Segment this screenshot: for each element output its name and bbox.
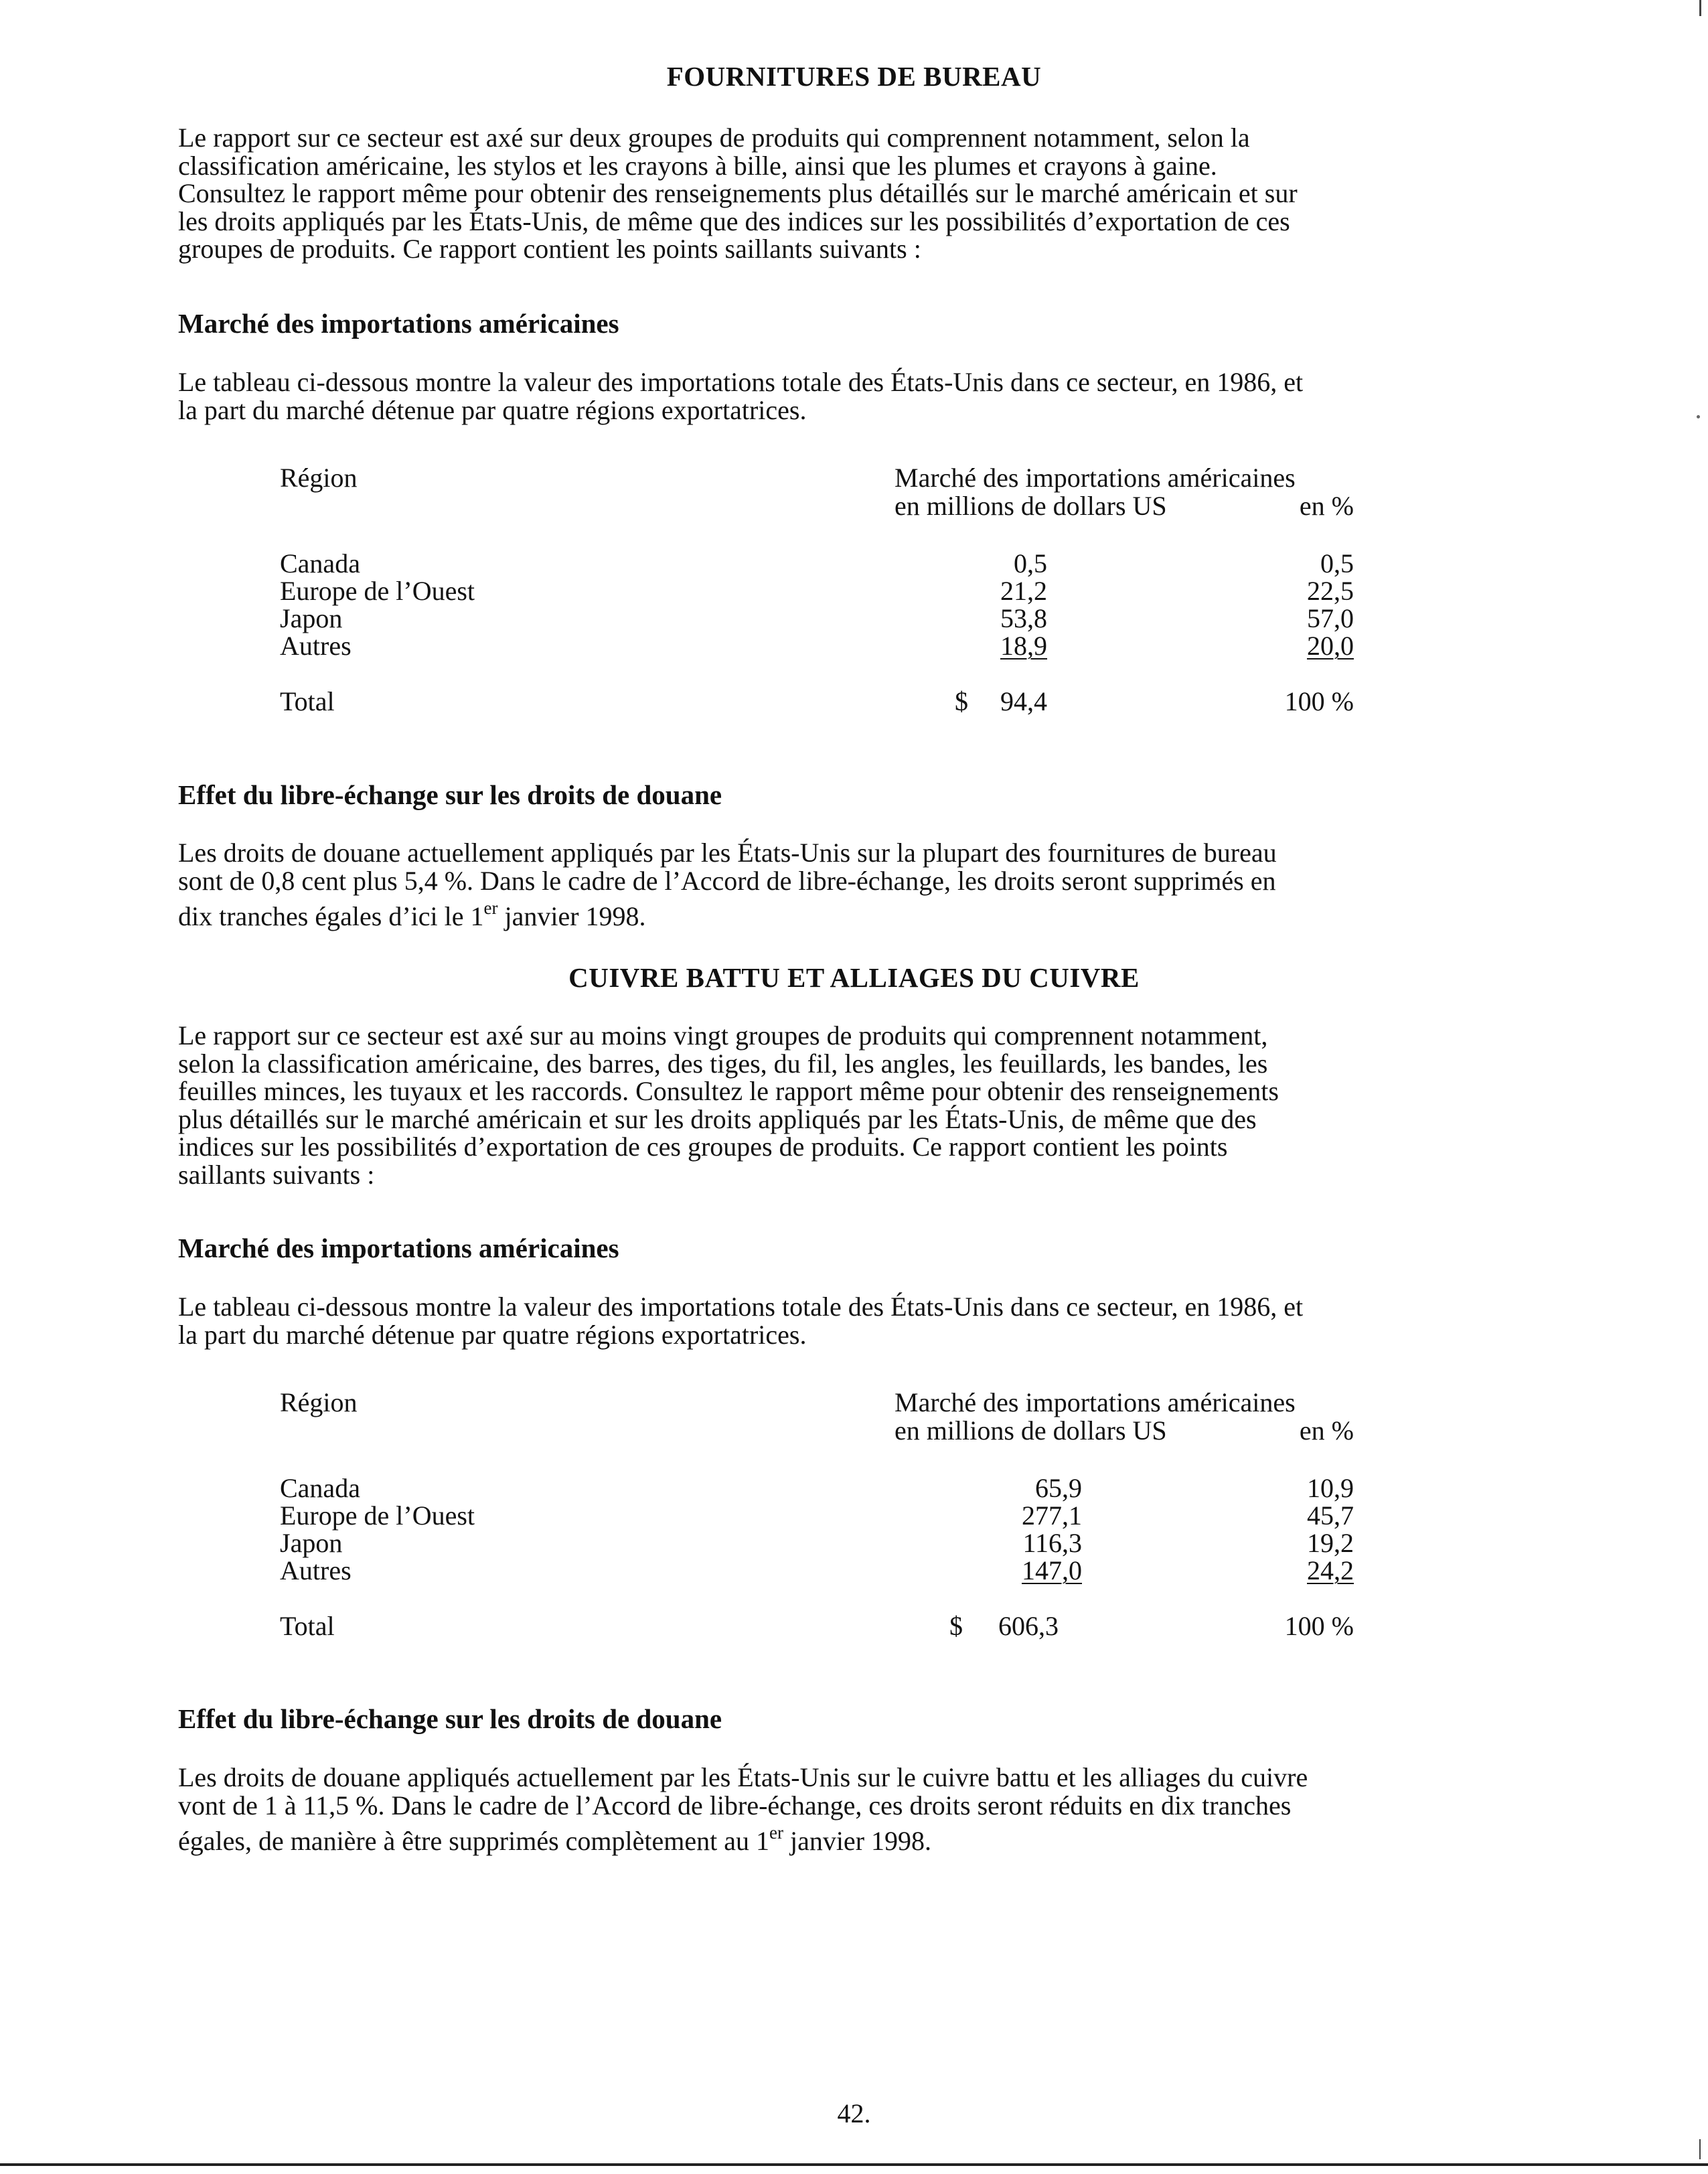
table-cell-value: 147,0 [1022,1555,1082,1585]
text-line [178,895,1517,931]
table-total-currency: $ [949,1611,963,1641]
text-line: vont de 1 à 11,5 %. Dans le cadre de l’Accord de libre-échange, ces droits seront réduits en dix tranches [178,1790,1292,1820]
section-title: FOURNITURES DE BUREAU [666,61,1042,92]
text-fragment: janvier 1998. [497,901,646,931]
superscript: er [483,898,498,918]
table-cell-value: 21,2 [1000,576,1047,606]
text-fragment: dix tranches égales d’ici le 1 [178,901,484,931]
subsection-heading: Marché des importations américaines [178,308,619,339]
scan-edge-mark [1699,2139,1701,2159]
page-edge-rule [0,2163,1708,2166]
table-cell-percent: 22,5 [1307,576,1354,606]
table-cell-percent: 10,9 [1307,1473,1354,1503]
table-header-value: en millions de dollars US [895,491,1167,521]
text-line: Le rapport sur ce secteur est axé sur au moins vingt groupes de produits qui comprennent notamment, [178,1020,1268,1051]
table-cell-region: Europe de l’Ouest [280,1500,475,1531]
text-line: groupes de produits. Ce rapport contient les points saillants suivants : [178,234,921,264]
text-line: Les droits de douane appliqués actuellement par les États-Unis sur le cuivre battu et les alliages du cuivre [178,1762,1308,1792]
table-total-currency: $ [955,686,968,716]
section-title: CUIVRE BATTU ET ALLIAGES DU CUIVRE [568,962,1140,993]
table-header-group: Marché des importations américaines [895,1387,1296,1417]
table-cell-percent: 57,0 [1307,603,1354,633]
table-total-value: 94,4 [1000,686,1047,716]
text-line: la part du marché détenue par quatre régions exportatrices. [178,1319,807,1350]
text-line: selon la classification américaine, des barres, des tiges, du fil, les angles, les feuillards, les bandes, les [178,1048,1268,1079]
table-cell-value: 0,5 [1014,548,1047,578]
table-total-percent: 100 % [1284,1611,1354,1641]
tariff-text [178,839,1517,931]
table-cell-region: Europe de l’Ouest [280,576,475,606]
text-line: Le rapport sur ce secteur est axé sur deux groupes de produits qui comprennent notamment, selon la [178,123,1250,153]
table-cell-value: 18,9 [1000,631,1047,661]
table-header-region: Région [280,1387,358,1417]
text-line: sont de 0,8 cent plus 5,4 %. Dans le cadre de l’Accord de libre-échange, les droits seront supprimés en [178,865,1276,896]
table-header-percent: en % [1299,1415,1354,1446]
superscript: er [769,1822,783,1843]
table-cell-region: Japon [280,603,343,633]
table-header-region: Région [280,463,358,493]
table-cell-region: Autres [280,631,352,661]
text-line: feuilles minces, les tuyaux et les raccords. Consultez le rapport même pour obtenir des renseignements [178,1076,1279,1106]
table-header-group: Marché des importations américaines [895,463,1296,493]
text-line: la part du marché détenue par quatre régions exportatrices. [178,394,807,425]
table-total-label: Total [280,686,335,716]
table-cell-percent: 45,7 [1307,1500,1354,1531]
table-total-value: 606,3 [998,1611,1059,1641]
scan-edge-mark [1699,0,1701,16]
table-cell-region: Canada [280,548,360,578]
text-line: plus détaillés sur le marché américain et sur les droits appliqués par les États-Unis, de même que des [178,1103,1257,1134]
tariff-text [178,1764,1517,1855]
section-intro [178,124,1517,263]
subsection-heading: Effet du libre-échange sur les droits de douane [178,1703,722,1734]
text-line: Consultez le rapport même pour obtenir des renseignements plus détaillés sur le marché américain et sur [178,178,1298,208]
subsection-heading: Marché des importations américaines [178,1233,619,1263]
market-text [178,368,1517,424]
table-cell-value: 65,9 [1035,1473,1082,1503]
text-line: indices sur les possibilités d’exportation de ces groupes de produits. Ce rapport contient les points [178,1132,1228,1162]
table-cell-percent: 19,2 [1307,1528,1354,1558]
table-cell-region: Japon [280,1528,343,1558]
table-total-label: Total [280,1611,335,1641]
table-cell-region: Canada [280,1473,360,1503]
table-cell-percent: 24,2 [1307,1555,1354,1585]
section-intro [178,1022,1517,1188]
market-text [178,1293,1517,1348]
scan-speck [1697,415,1700,418]
page-number: 42. [837,2098,871,2128]
text-line: saillants suivants : [178,1159,375,1190]
table-cell-percent: 0,5 [1320,548,1354,578]
table-cell-region: Autres [280,1555,352,1585]
table-cell-percent: 20,0 [1307,631,1354,661]
text-line: Le tableau ci-dessous montre la valeur des importations totale des États-Unis dans ce secteur, en 1986, et [178,367,1304,397]
table-header-value: en millions de dollars US [895,1415,1167,1446]
text-line: Les droits de douane actuellement appliqués par les États-Unis sur la plupart des fournitures de bureau [178,838,1277,868]
text-line: Le tableau ci-dessous montre la valeur des importations totale des États-Unis dans ce secteur, en 1986, et [178,1292,1304,1322]
text-fragment: janvier 1998. [783,1826,932,1856]
subsection-heading: Effet du libre-échange sur les droits de douane [178,779,722,810]
text-fragment: égales, de manière à être supprimés complètement au 1 [178,1826,769,1856]
table-header-percent: en % [1299,491,1354,521]
text-line: les droits appliqués par les États-Unis, de même que des indices sur les possibilités d’exportation de ces [178,206,1290,236]
table-cell-value: 116,3 [1022,1528,1082,1558]
text-line: classification américaine, les stylos et les crayons à bille, ainsi que les plumes et crayons à gaine. [178,150,1217,181]
table-cell-value: 277,1 [1022,1500,1082,1531]
table-total-percent: 100 % [1284,686,1354,716]
table-cell-value: 53,8 [1000,603,1047,633]
text-line [178,1819,1517,1855]
